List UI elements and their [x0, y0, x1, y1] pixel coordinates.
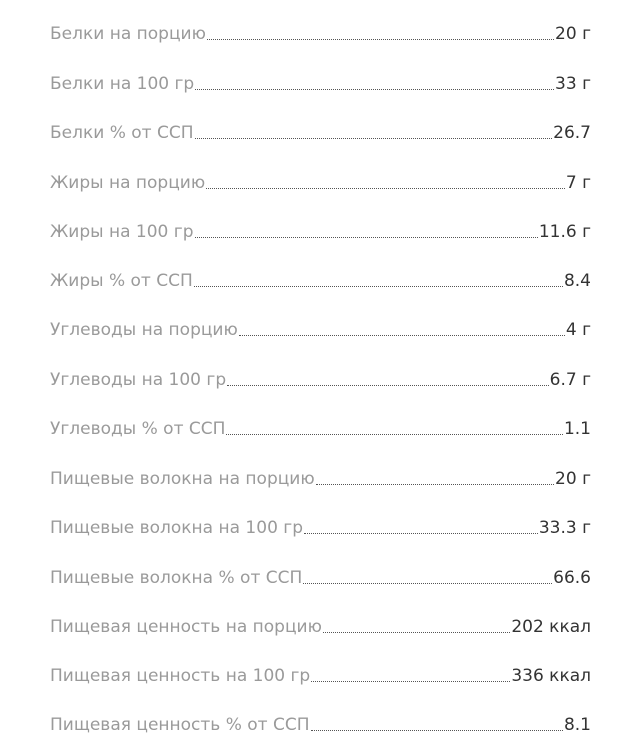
nutrition-value: 11.6 г: [538, 222, 591, 242]
nutrition-row-fat-per-serving: [50, 169, 591, 193]
nutrition-label: Пищевые волокна % от ССП: [50, 568, 303, 588]
nutrition-row-protein-per-100g: [50, 70, 591, 94]
nutrition-value: 33 г: [555, 74, 591, 94]
nutrition-value: 8.4: [563, 271, 591, 291]
nutrition-label: Углеводы на 100 гр: [50, 370, 227, 390]
nutrition-value: 1.1: [563, 419, 591, 439]
dotted-leader: [227, 384, 548, 386]
dotted-leader: [316, 483, 554, 485]
dotted-leader: [226, 433, 563, 435]
nutrition-row-protein-per-serving: [50, 20, 591, 44]
nutrition-value: 33.3 г: [538, 518, 591, 538]
dotted-leader: [206, 187, 565, 189]
dotted-leader: [195, 88, 554, 90]
nutrition-value: 20 г: [555, 469, 591, 489]
nutrition-row-fiber-percent: [50, 564, 591, 588]
nutrition-label: Жиры на порцию: [50, 173, 206, 193]
nutrition-value: 8.1: [563, 715, 591, 735]
nutrition-label: Белки на порцию: [50, 24, 206, 44]
nutrition-value: 26.7: [553, 123, 591, 143]
nutrition-label: Пищевая ценность на 100 гр: [50, 666, 311, 686]
nutrition-value: 336 ккал: [511, 666, 591, 686]
nutrition-label: Жиры % от ССП: [50, 271, 193, 291]
nutrition-label: Пищевые волокна на порцию: [50, 469, 315, 489]
dotted-leader: [195, 137, 553, 139]
nutrition-row-fat-percent: [50, 267, 591, 291]
nutrition-value: 7 г: [565, 173, 591, 193]
nutrition-value: 20 г: [555, 24, 591, 44]
nutrition-label: Углеводы % от ССП: [50, 419, 226, 439]
dotted-leader: [207, 38, 554, 40]
dotted-leader: [311, 729, 563, 731]
nutrition-label: Углеводы на порцию: [50, 320, 238, 340]
nutrition-row-energy-per-serving: [50, 613, 591, 637]
nutrition-row-fiber-per-100g: [50, 514, 591, 538]
nutrition-label: Жиры на 100 гр: [50, 222, 194, 242]
dotted-leader: [304, 532, 538, 534]
nutrition-value: 6.7 г: [549, 370, 591, 390]
dotted-leader: [195, 236, 538, 238]
nutrition-row-carbs-per-serving: [50, 316, 591, 340]
nutrition-label: Белки % от ССП: [50, 123, 194, 143]
dotted-leader: [311, 680, 510, 682]
dotted-leader: [239, 334, 565, 336]
nutrition-value: 202 ккал: [511, 617, 591, 637]
nutrition-row-protein-percent: [50, 119, 591, 143]
nutrition-row-energy-percent: [50, 711, 591, 735]
nutrition-row-carbs-percent: [50, 415, 591, 439]
dotted-leader: [323, 631, 510, 633]
dotted-leader: [303, 582, 552, 584]
nutrition-row-carbs-per-100g: [50, 366, 591, 390]
nutrition-label: Пищевая ценность % от ССП: [50, 715, 310, 735]
nutrition-row-fiber-per-serving: [50, 465, 591, 489]
nutrition-label: Белки на 100 гр: [50, 74, 195, 94]
nutrition-value: 66.6: [553, 568, 591, 588]
nutrition-label: Пищевые волокна на 100 гр: [50, 518, 304, 538]
nutrition-label: Пищевая ценность на порцию: [50, 617, 322, 637]
dotted-leader: [194, 285, 563, 287]
nutrition-value: 4 г: [565, 320, 591, 340]
nutrition-row-energy-per-100g: [50, 662, 591, 686]
nutrition-row-fat-per-100g: [50, 218, 591, 242]
